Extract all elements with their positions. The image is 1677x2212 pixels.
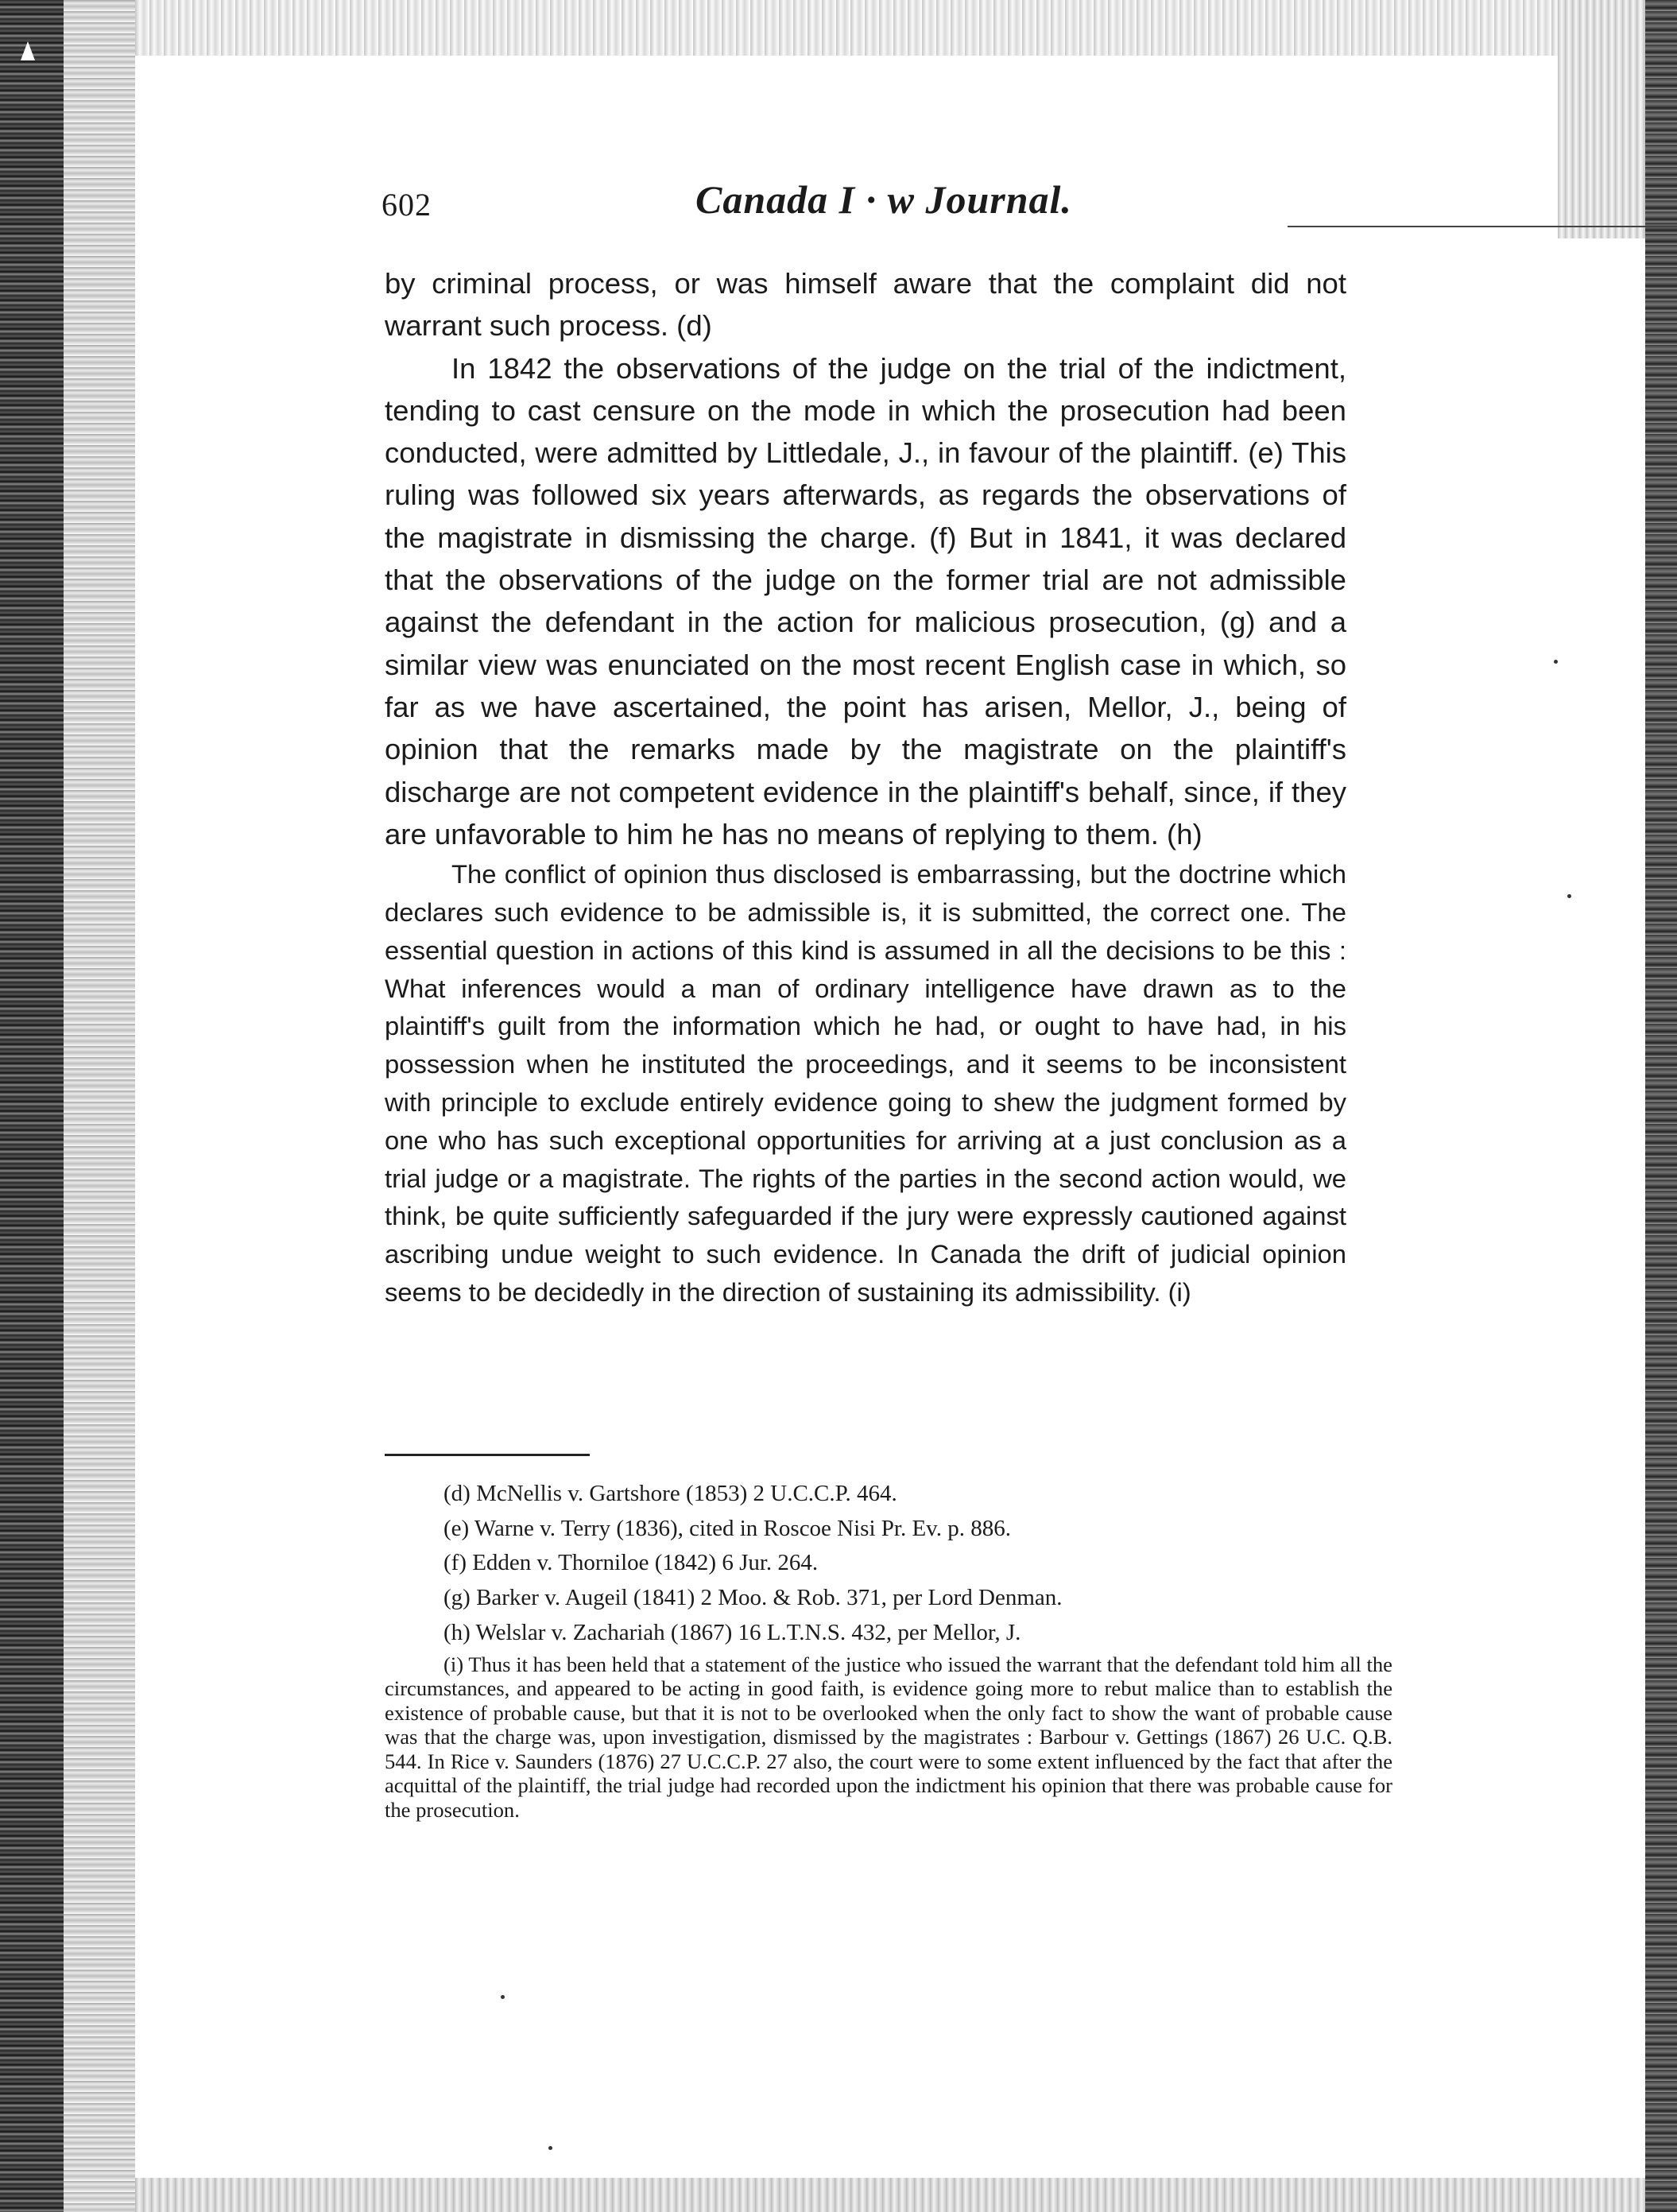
paragraph: In 1842 the observations of the judge on the trial of the indictment, tending to cast censure on the mode in which the prosecution had been conducted, were admitted by Littledale, J., in favour of the plaintiff. (e) This ruling was followed six years afterwards, as regards the observations of the magistrate in dismissing the charge. (f) But in 1841, it was declared that the observations of the judge on the former trial are not admissible against the defendant in the action for malicious prosecution, (g) and a similar view was enunciated on the most recent English case in which, so far as we have ascertained, the point has arisen, Mellor, J., being of opinion that the remarks made by the magistrate on the plaintiff's discharge are not competent evidence in the plaintiff's behalf, since, if they are unfavorable to him he has no means of replying to them. (h)	[385, 351, 1346, 850]
body-text	[385, 262, 1346, 1311]
footnote: (h) Welslar v. Zachariah (1867) 16 L.T.N.S. 432, per Mellor, J.	[443, 1619, 1021, 1645]
footnote: (d) McNellis v. Gartshore (1853) 2 U.C.C.P. 464.	[443, 1481, 897, 1506]
paragraph: by criminal process, or was himself aware that the complaint did not warrant such process. (d)	[385, 267, 1346, 343]
scan-shadow-top	[135, 0, 1558, 56]
footnotes	[385, 1477, 1392, 1823]
scan-shadow-bottom	[135, 2178, 1645, 2212]
scan-speck	[1567, 894, 1571, 898]
footnote: (f) Edden v. Thorniloe (1842) 6 Jur. 264.	[443, 1550, 819, 1576]
scanner-triangle-mark	[21, 41, 35, 60]
footnote: (i) Thus it has been held that a statement of the justice who issued the warrant that the defendant told him all the circumstances, and appeared to be acting in good faith, is evidence going more to rebut malice than to establish the existence of probable cause, but that it is not to be overlooked when the only fact to show the want of probable cause was that the charge was, upon investigation, dismissed by the magistrates : Barbour v. Gettings (1867) 26 U.C. Q.B. 544. In Rice v. Saunders (1876) 27 U.C.C.P. 27 also, the court were to some extent influenced by the fact that after the acquittal of the plaintiff, the trial judge had recorded upon the indictment his opinion that there was probable cause for the prosecution.	[385, 1652, 1392, 1823]
scan-shadow-left	[64, 0, 135, 2212]
footnote-rule	[385, 1454, 590, 1456]
scan-speck	[501, 1995, 505, 1999]
scan-border-right	[1645, 0, 1677, 2212]
scan-speck	[1554, 660, 1558, 664]
running-head: Canada I · w Journal.	[695, 177, 1072, 222]
page-header	[381, 176, 1371, 232]
footnote: (e) Warne v. Terry (1836), cited in Roscoe Nisi Pr. Ev. p. 886.	[443, 1515, 1012, 1541]
footnote: (g) Barker v. Augeil (1841) 2 Moo. & Rob. 371, per Lord Denman.	[443, 1585, 1063, 1611]
scan-speck	[548, 2146, 552, 2150]
scan-shadow-right	[1558, 0, 1645, 238]
paragraph: The conflict of opinion thus disclosed is embarrassing, but the doctrine which declares such evidence to be admissible is, it is submitted, the correct one. The essential question in actions of this kind is assumed in all the decisions to be this : What inferences would a man of ordinary intelligence have drawn as to the plaintiff's guilt from the information which he had, or ought to have had, in his possession when he instituted the proceedings, and it seems to be inconsistent with principle to exclude entirely evidence going to shew the judgment formed by one who has such exceptional opportunities for arriving at a just conclusion as a trial judge or a magistrate. The rights of the parties in the second action would, we think, be quite sufficiently safeguarded if the jury were expressly cautioned against ascribing undue weight to such evidence. In Canada the drift of judicial opinion seems to be decidedly in the direction of sustaining its admissibility. (i)	[385, 859, 1346, 1307]
header-rule	[1288, 226, 1677, 227]
scan-border-left	[0, 0, 64, 2212]
page-number: 602	[381, 187, 432, 223]
